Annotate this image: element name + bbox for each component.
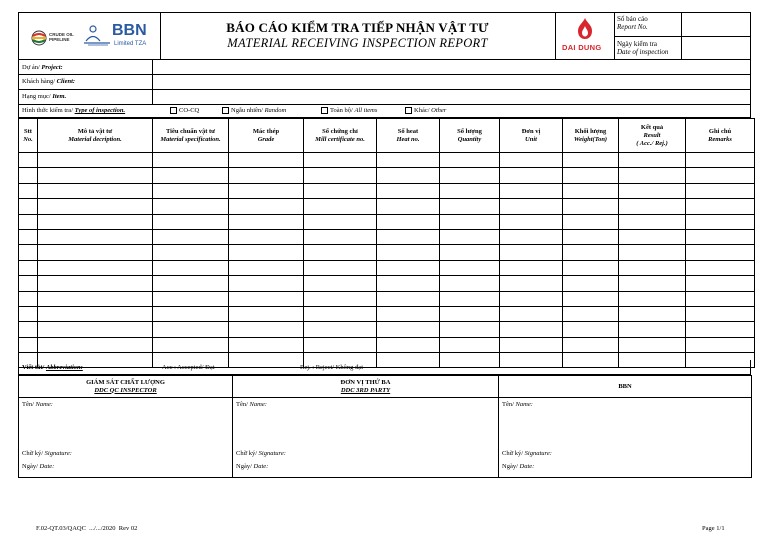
sig-date-en: Date:	[519, 463, 535, 470]
table-cell[interactable]	[19, 168, 38, 183]
table-cell[interactable]	[563, 322, 619, 337]
abbreviation-label-vi: Viết tắt/	[22, 364, 45, 371]
table-cell[interactable]	[619, 153, 686, 168]
sig-header-third-party	[233, 376, 499, 398]
col-quantity-en: Quantity	[457, 135, 482, 143]
table-cell[interactable]	[619, 260, 686, 275]
table-cell[interactable]	[686, 214, 755, 229]
sig-header-qc	[19, 376, 233, 398]
col-no-en: No.	[23, 135, 33, 143]
table-cell[interactable]	[153, 276, 229, 291]
col-header-heat	[377, 119, 440, 153]
project-field[interactable]	[153, 61, 750, 74]
table-cell[interactable]	[153, 337, 229, 352]
table-cell[interactable]	[500, 168, 563, 183]
checkbox-icon[interactable]	[321, 107, 328, 114]
table-cell[interactable]	[619, 245, 686, 260]
table-cell[interactable]	[229, 168, 304, 183]
table-cell[interactable]	[619, 322, 686, 337]
sig-box-third-party[interactable]	[233, 398, 499, 478]
table-cell[interactable]	[440, 199, 500, 214]
table-cell[interactable]	[377, 153, 440, 168]
inspection-type-label-vi: Hình thức kiểm tra/	[22, 107, 73, 114]
table-cell[interactable]	[19, 153, 38, 168]
table-cell[interactable]	[38, 229, 153, 244]
abbreviation-row	[18, 360, 751, 375]
col-quantity-vi: Số lượng	[457, 127, 482, 135]
table-cell[interactable]	[153, 183, 229, 198]
sig-box-qc[interactable]	[19, 398, 233, 478]
table-cell[interactable]	[229, 153, 304, 168]
table-cell[interactable]	[619, 229, 686, 244]
dai-dung-logo	[560, 17, 610, 57]
table-cell[interactable]	[500, 306, 563, 321]
col-weight-en: Weight(Ton)	[573, 135, 608, 143]
table-cell[interactable]	[500, 260, 563, 275]
table-cell[interactable]	[377, 214, 440, 229]
table-cell[interactable]	[229, 245, 304, 260]
info-divider	[18, 104, 751, 105]
col-specification-vi: Tiêu chuẩn vật tư	[165, 127, 216, 135]
col-header-unit	[500, 119, 563, 153]
table-row	[19, 276, 755, 291]
table-cell[interactable]	[38, 168, 153, 183]
option-other[interactable]	[405, 107, 446, 114]
table-cell[interactable]	[563, 214, 619, 229]
table-cell[interactable]	[153, 153, 229, 168]
col-result-vi: Kết quả	[640, 123, 664, 131]
table-cell[interactable]	[563, 306, 619, 321]
table-cell[interactable]	[500, 229, 563, 244]
signature-table	[18, 375, 752, 478]
project-label-en: Project:	[41, 64, 63, 71]
table-cell[interactable]	[153, 291, 229, 306]
table-cell[interactable]	[19, 214, 38, 229]
sig-signature-bbn	[502, 450, 552, 457]
col-unit-vi: Đơn vị	[521, 127, 541, 135]
option-random-vi: Ngẫu nhiên/	[231, 107, 263, 114]
table-cell[interactable]	[153, 260, 229, 275]
sig-date-en: Date:	[39, 463, 55, 470]
sig-date-bbn	[502, 463, 534, 470]
table-cell[interactable]	[686, 260, 755, 275]
checkbox-icon[interactable]	[405, 107, 412, 114]
option-co-cq[interactable]	[170, 107, 199, 114]
table-cell[interactable]	[304, 260, 377, 275]
table-cell[interactable]	[440, 214, 500, 229]
table-cell[interactable]	[304, 168, 377, 183]
table-cell[interactable]	[19, 229, 38, 244]
option-other-vi: Khác/	[414, 107, 430, 114]
table-cell[interactable]	[619, 183, 686, 198]
col-header-remarks	[686, 119, 755, 153]
table-cell[interactable]	[686, 276, 755, 291]
table-cell[interactable]	[377, 260, 440, 275]
sig-third-party-en: DDC 3RD PARTY	[340, 386, 391, 394]
table-row	[19, 337, 755, 352]
table-cell[interactable]	[377, 168, 440, 183]
bbn-figure-icon	[84, 24, 112, 46]
item-label	[22, 93, 66, 100]
col-heat-vi: Số heat	[397, 127, 419, 135]
col-description-vi: Mô tả vật tư	[77, 127, 113, 135]
inspection-type-row	[22, 107, 747, 114]
signature-body-row	[19, 398, 752, 478]
col-grade-en: Grade	[257, 135, 275, 143]
table-body	[19, 153, 755, 368]
col-header-result	[619, 119, 686, 153]
table-cell[interactable]	[38, 260, 153, 275]
col-header-quantity	[440, 119, 500, 153]
table-cell[interactable]	[304, 322, 377, 337]
crude-oil-pipeline-logo	[30, 27, 80, 49]
col-remarks-en: Remarks	[708, 135, 732, 143]
page-number: Page 1/1	[702, 525, 725, 532]
table-cell[interactable]	[377, 183, 440, 198]
table-cell[interactable]	[500, 276, 563, 291]
client-label-en: Client:	[56, 78, 76, 85]
option-co-cq-label: CO-CQ	[179, 107, 200, 114]
sig-qc-en: DDC QC INSPECTOR	[94, 386, 157, 394]
checkbox-icon[interactable]	[222, 107, 229, 114]
sig-name-en: Name:	[515, 401, 533, 408]
table-cell[interactable]	[500, 199, 563, 214]
pipeline-logo-text: CRUDE OIL PIPELINE	[49, 32, 74, 42]
table-cell[interactable]	[686, 337, 755, 352]
option-all-items[interactable]	[321, 107, 377, 114]
sig-third-party-vi: ĐƠN VỊ THỨ BA	[340, 378, 391, 386]
col-no-vi: Stt	[24, 127, 32, 135]
table-cell[interactable]	[563, 276, 619, 291]
table-cell[interactable]	[38, 183, 153, 198]
table-row	[19, 168, 755, 183]
table-cell[interactable]	[38, 153, 153, 168]
col-header-certificate	[304, 119, 377, 153]
table-cell[interactable]	[563, 260, 619, 275]
table-cell[interactable]	[440, 260, 500, 275]
table-cell[interactable]	[619, 168, 686, 183]
table-row	[19, 183, 755, 198]
dai-dung-text: DAI DUNG	[562, 43, 602, 52]
table-cell[interactable]	[377, 337, 440, 352]
table-cell[interactable]	[440, 168, 500, 183]
sig-date-vi: Ngày/	[502, 463, 518, 470]
option-random-en: Random	[264, 107, 287, 114]
table-cell[interactable]	[619, 306, 686, 321]
client-label-vi: Khách hàng/	[22, 78, 56, 85]
sig-name-bbn	[502, 401, 533, 408]
table-cell[interactable]	[686, 199, 755, 214]
table-row	[19, 260, 755, 275]
sig-name-qc	[22, 401, 53, 408]
sig-sign-en: Signature:	[524, 450, 552, 457]
table-cell[interactable]	[153, 322, 229, 337]
sig-name-en: Name:	[249, 401, 267, 408]
abbreviation-label	[22, 364, 83, 371]
table-cell[interactable]	[304, 214, 377, 229]
table-cell[interactable]	[229, 199, 304, 214]
table-cell[interactable]	[686, 229, 755, 244]
col-certificate-en: Mill certificate no.	[315, 135, 365, 143]
table-cell[interactable]	[440, 291, 500, 306]
form-code: F.02-QT.03/QAQC .../.../2020 Rev 02	[36, 525, 138, 532]
table-cell[interactable]	[500, 245, 563, 260]
table-cell[interactable]	[500, 153, 563, 168]
table-cell[interactable]	[440, 245, 500, 260]
table-cell[interactable]	[377, 199, 440, 214]
table-cell[interactable]	[38, 214, 153, 229]
header-divider	[555, 12, 556, 60]
table-cell[interactable]	[440, 229, 500, 244]
table-cell[interactable]	[153, 168, 229, 183]
table-cell[interactable]	[686, 322, 755, 337]
sig-sign-en: Signature:	[44, 450, 72, 457]
table-cell[interactable]	[304, 276, 377, 291]
sig-header-bbn	[499, 376, 752, 398]
col-unit-en: Unit	[525, 135, 537, 143]
table-cell[interactable]	[38, 199, 153, 214]
table-row	[19, 245, 755, 260]
col-header-specification	[153, 119, 229, 153]
sig-bbn-vi: BBN	[618, 382, 632, 390]
sig-box-bbn[interactable]	[499, 398, 752, 478]
page-title-vi: BÁO CÁO KIỂM TRA TIẾP NHẬN VẬT TƯ	[226, 20, 489, 35]
table-cell[interactable]	[304, 306, 377, 321]
table-cell[interactable]	[19, 276, 38, 291]
table-row	[19, 214, 755, 229]
table-cell[interactable]	[153, 306, 229, 321]
client-label	[22, 78, 75, 85]
table-cell[interactable]	[440, 322, 500, 337]
sig-sign-vi: Chữ ký/	[22, 450, 44, 457]
inspection-date-label	[617, 40, 668, 56]
option-other-en: Other	[431, 107, 447, 114]
project-label	[22, 64, 63, 71]
table-cell[interactable]	[38, 291, 153, 306]
table-cell[interactable]	[304, 183, 377, 198]
sig-date-en: Date:	[253, 463, 269, 470]
sig-date-third-party	[236, 463, 268, 470]
table-cell[interactable]	[304, 199, 377, 214]
table-cell[interactable]	[500, 183, 563, 198]
page-title-en: MATERIAL RECEIVING INSPECTION REPORT	[227, 36, 488, 50]
table-cell[interactable]	[563, 229, 619, 244]
table-cell[interactable]	[563, 245, 619, 260]
table-cell[interactable]	[619, 337, 686, 352]
table-row	[19, 322, 755, 337]
sig-name-vi: Tên/	[22, 401, 34, 408]
table-cell[interactable]	[500, 322, 563, 337]
bbn-logo	[84, 22, 156, 52]
inspection-date-en: Date of inspection	[617, 48, 669, 56]
table-cell[interactable]	[686, 306, 755, 321]
col-specification-en: Material specification.	[160, 135, 221, 143]
col-weight-vi: Khối lượng	[574, 127, 607, 135]
col-header-weight	[563, 119, 619, 153]
table-cell[interactable]	[153, 214, 229, 229]
col-result-en: Result	[643, 131, 661, 139]
abbreviation-label-en: Abbreviation:	[45, 364, 83, 371]
report-no-vi: Số báo cáo	[617, 15, 648, 23]
table-cell[interactable]	[619, 276, 686, 291]
table-cell[interactable]	[563, 337, 619, 352]
table-cell[interactable]	[229, 276, 304, 291]
table-row	[19, 291, 755, 306]
table-cell[interactable]	[19, 306, 38, 321]
table-cell[interactable]	[229, 306, 304, 321]
title-block	[160, 20, 555, 51]
sig-qc-vi: GIÁM SÁT CHẤT LƯỢNG	[86, 378, 165, 386]
signature-header-row	[19, 376, 752, 398]
checkbox-icon[interactable]	[170, 107, 177, 114]
sig-sign-vi: Chữ ký/	[502, 450, 524, 457]
sig-name-third-party	[236, 401, 267, 408]
table-cell[interactable]	[440, 306, 500, 321]
table-cell[interactable]	[500, 337, 563, 352]
table-cell[interactable]	[686, 245, 755, 260]
col-header-grade	[229, 119, 304, 153]
table-cell[interactable]	[563, 291, 619, 306]
sig-sign-vi: Chữ ký/	[236, 450, 258, 457]
table-cell[interactable]	[377, 229, 440, 244]
table-cell[interactable]	[19, 245, 38, 260]
option-all-items-vi: Toàn bộ/	[330, 107, 353, 114]
table-cell[interactable]	[19, 183, 38, 198]
sig-sign-en: Signature:	[258, 450, 286, 457]
table-cell[interactable]	[377, 276, 440, 291]
table-cell[interactable]	[229, 229, 304, 244]
col-certificate-vi: Số chứng chỉ	[322, 127, 358, 135]
table-cell[interactable]	[377, 306, 440, 321]
table-cell[interactable]	[19, 291, 38, 306]
sig-name-vi: Tên/	[502, 401, 514, 408]
table-cell[interactable]	[686, 153, 755, 168]
table-cell[interactable]	[377, 245, 440, 260]
col-header-no	[19, 119, 38, 153]
table-cell[interactable]	[686, 183, 755, 198]
table-row	[19, 306, 755, 321]
table-cell[interactable]	[686, 168, 755, 183]
table-cell[interactable]	[19, 199, 38, 214]
col-heat-en: Heat no.	[396, 135, 420, 143]
table-cell[interactable]	[304, 337, 377, 352]
bbn-logo-subtext: Limited TZA	[114, 41, 147, 47]
table-cell[interactable]	[19, 260, 38, 275]
table-cell[interactable]	[500, 214, 563, 229]
table-cell[interactable]	[229, 260, 304, 275]
table-cell[interactable]	[440, 183, 500, 198]
table-cell[interactable]	[563, 168, 619, 183]
sig-name-en: Name:	[35, 401, 53, 408]
item-field[interactable]	[153, 90, 750, 104]
sig-date-qc	[22, 463, 54, 470]
table-row	[19, 153, 755, 168]
col-grade-vi: Mác thép	[252, 127, 280, 135]
table-cell[interactable]	[563, 199, 619, 214]
table-cell[interactable]	[377, 291, 440, 306]
inspection-type-label	[22, 107, 125, 114]
abbreviation-rejected: Rej. : Reject/ Không đạt	[300, 364, 364, 371]
abbreviation-accepted: Acc : Accepted/ Đạt	[162, 364, 215, 371]
table-cell[interactable]	[38, 306, 153, 321]
sig-date-vi: Ngày/	[22, 463, 38, 470]
table-row	[19, 229, 755, 244]
item-label-en: Item.	[52, 93, 67, 100]
col-header-description	[38, 119, 153, 153]
bbn-logo-text: BBN	[112, 22, 147, 39]
table-cell[interactable]	[440, 337, 500, 352]
sig-signature-qc	[22, 450, 72, 457]
table-cell[interactable]	[229, 322, 304, 337]
col-remarks-vi: Ghi chú	[708, 127, 732, 135]
table-cell[interactable]	[153, 245, 229, 260]
col-result-en2: ( Acc./ Rej.)	[636, 139, 668, 147]
table-cell[interactable]	[38, 322, 153, 337]
table-row	[19, 199, 755, 214]
table-cell[interactable]	[19, 322, 38, 337]
option-all-items-en: All items	[354, 107, 378, 114]
table-cell[interactable]	[619, 214, 686, 229]
table-cell[interactable]	[619, 291, 686, 306]
dai-dung-flame-icon	[573, 17, 597, 41]
client-field[interactable]	[153, 75, 750, 89]
table-cell[interactable]	[304, 229, 377, 244]
table-cell[interactable]	[686, 291, 755, 306]
table-cell[interactable]	[153, 229, 229, 244]
table-cell[interactable]	[229, 337, 304, 352]
report-no-field[interactable]	[682, 13, 750, 36]
table-cell[interactable]	[563, 183, 619, 198]
table-cell[interactable]	[500, 291, 563, 306]
table-cell[interactable]	[229, 183, 304, 198]
material-table	[18, 118, 755, 368]
table-cell[interactable]	[153, 199, 229, 214]
table-cell[interactable]	[38, 245, 153, 260]
table-header-row	[19, 119, 755, 153]
col-description-en: Material decription.	[68, 135, 122, 143]
item-label-vi: Hạng mục/	[22, 93, 51, 100]
inspection-type-label-en: Type of inspection.	[74, 107, 126, 114]
table-cell[interactable]	[38, 276, 153, 291]
table-cell[interactable]	[304, 245, 377, 260]
sig-signature-third-party	[236, 450, 286, 457]
inspection-date-vi: Ngày kiểm tra	[617, 40, 658, 48]
sig-date-vi: Ngày/	[236, 463, 252, 470]
table-cell[interactable]	[619, 199, 686, 214]
table-cell[interactable]	[19, 337, 38, 352]
table-cell[interactable]	[304, 153, 377, 168]
table-cell[interactable]	[229, 291, 304, 306]
report-no-en: Report No.	[617, 23, 648, 31]
inspection-date-field[interactable]	[682, 37, 750, 59]
option-random[interactable]	[222, 107, 286, 114]
table-cell[interactable]	[304, 291, 377, 306]
table-cell[interactable]	[440, 153, 500, 168]
table-cell[interactable]	[38, 337, 153, 352]
table-cell[interactable]	[377, 322, 440, 337]
table-cell[interactable]	[563, 153, 619, 168]
table-cell[interactable]	[440, 276, 500, 291]
project-label-vi: Dự án/	[22, 64, 40, 71]
sig-name-vi: Tên/	[236, 401, 248, 408]
report-no-label	[617, 15, 648, 31]
table-cell[interactable]	[229, 214, 304, 229]
